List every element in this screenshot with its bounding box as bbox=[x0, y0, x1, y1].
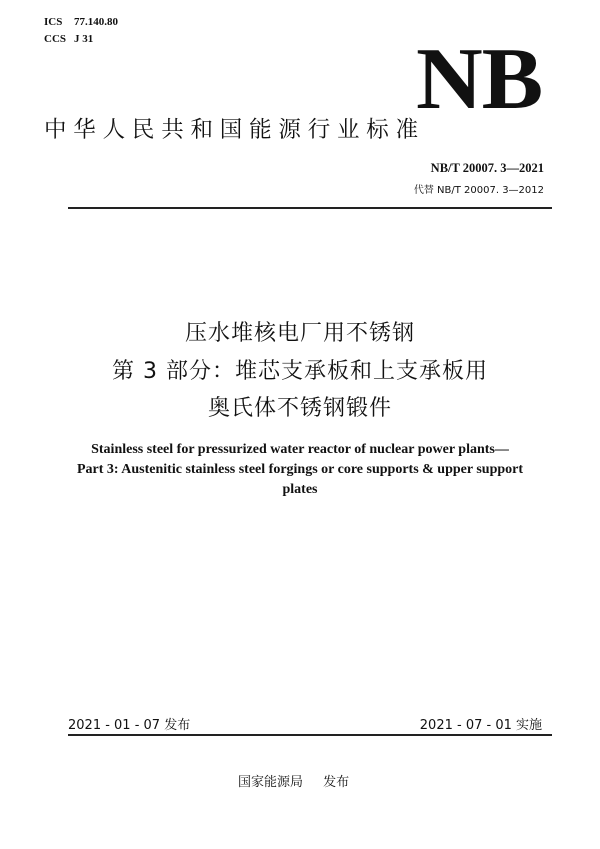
implement-date: 2021 - 07 - 01 实施 bbox=[419, 718, 542, 733]
ccs-value: J 31 bbox=[74, 33, 94, 45]
title-en-line-1: Stainless steel for pressurized water reactor of nuclear power plants— bbox=[91, 442, 509, 457]
org-title: 中华人民共和国能源行业标准 bbox=[44, 117, 425, 143]
footer-divider bbox=[68, 734, 552, 736]
header-divider bbox=[68, 207, 552, 209]
title-en-line-2: Part 3: Austenitic stainless steel forgings or core supports & upper support bbox=[76, 462, 524, 477]
title-cn-line-3: 奥氏体不锈钢锻件 bbox=[207, 396, 392, 421]
ics-label: ICS bbox=[44, 16, 63, 28]
title-cn-line-1: 压水堆核电厂用不锈钢 bbox=[184, 321, 415, 346]
publish-date: 2021 - 01 - 07 发布 bbox=[68, 718, 191, 733]
title-en-line-3: plates bbox=[282, 482, 318, 497]
ics-value: 77.140.80 bbox=[74, 16, 118, 28]
ccs-label: CCS bbox=[44, 33, 67, 45]
issuer: 国家能源局 发布 bbox=[238, 775, 350, 790]
classification-codes bbox=[44, 14, 118, 48]
ics-code bbox=[44, 14, 118, 31]
standard-replaces: 代替 NB/T 20007. 3—2012 bbox=[413, 185, 544, 196]
nb-logo: NB bbox=[415, 31, 542, 128]
ccs-code bbox=[44, 31, 118, 48]
title-cn-line-2: 第 3 部分：堆芯支承板和上支承板用 bbox=[112, 359, 488, 384]
standard-number: NB/T 20007. 3—2021 bbox=[430, 161, 544, 175]
